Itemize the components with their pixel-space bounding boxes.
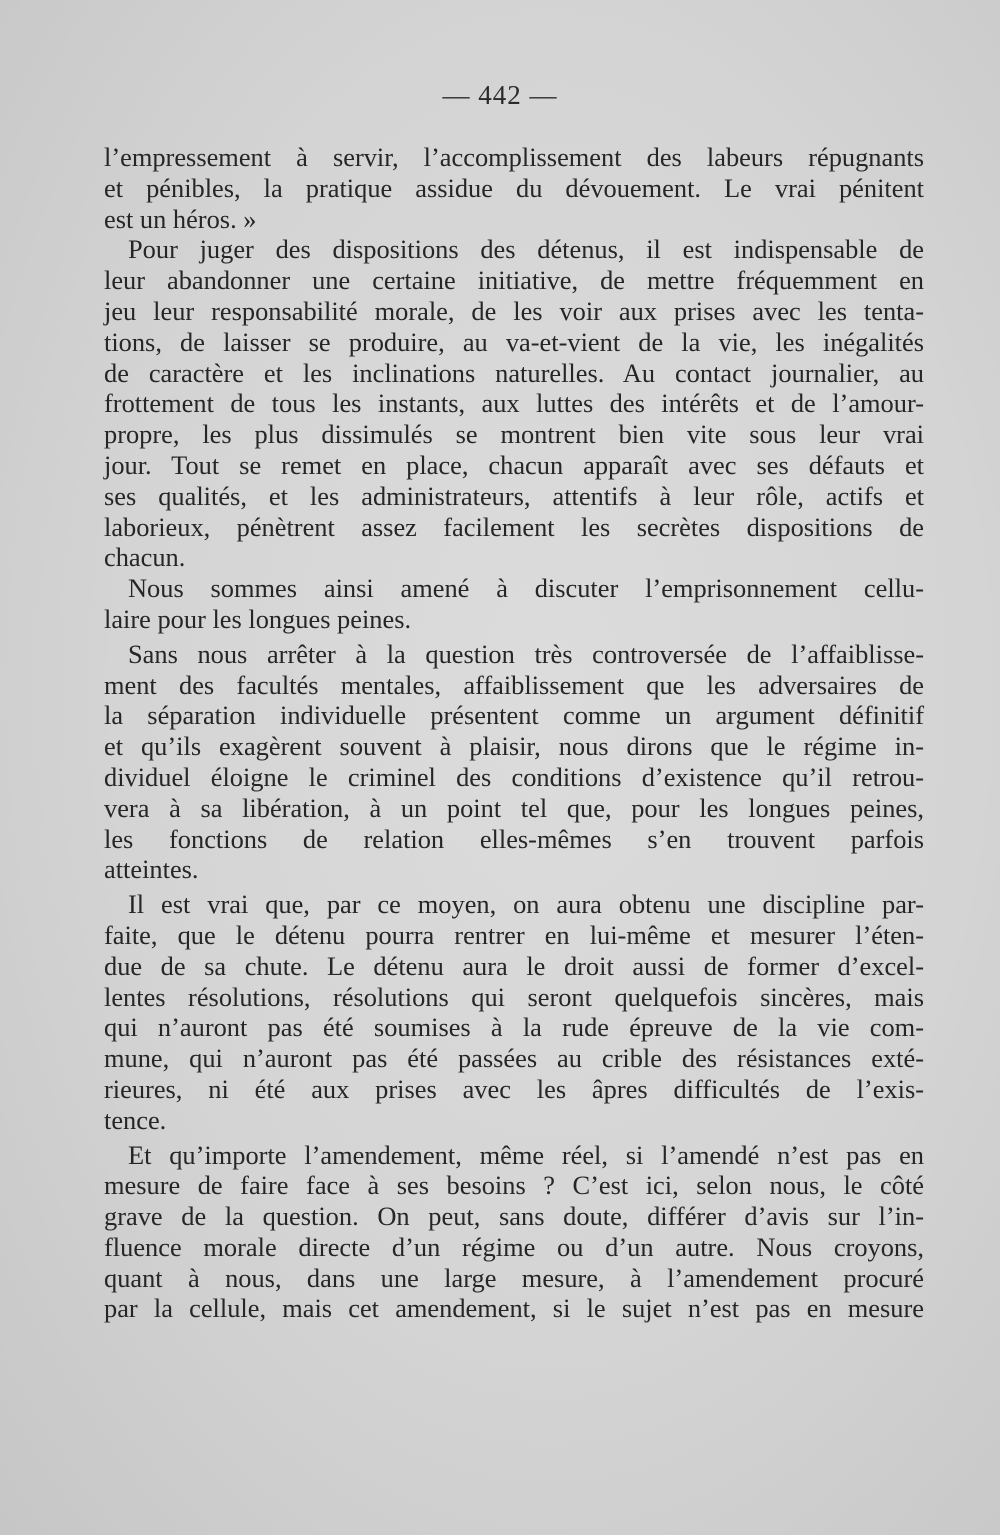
text-line: l’empressement à servir, l’accomplissement des labeurs répugnants — [104, 142, 924, 172]
text-line: Sans nous arrêter à la question très controversée de l’affaiblisse- — [128, 638, 924, 669]
text-line: Il est vrai que, par ce moyen, on aura obtenu une discipline par- — [128, 889, 924, 920]
text-line: par la cellule, mais cet amendement, si le sujet n’est pas en mesure — [104, 1293, 924, 1324]
text-line: vera à sa libération, à un point tel que, pour les longues peines, — [104, 792, 924, 823]
text-line: laborieux, pénètrent assez facilement les secrètes dispositions de — [104, 511, 924, 542]
text-line: Nous sommes ainsi amené à discuter l’emprisonnement cellu- — [128, 573, 924, 604]
text-line: jour. Tout se remet en place, chacun apparaît avec ses défauts et — [104, 449, 924, 480]
text-line: est un héros. » — [104, 203, 257, 234]
text-line: due de sa chute. Le détenu aura le droit aussi de former d’excel- — [104, 950, 924, 981]
text-line: la séparation individuelle présentent comme un argument définitif — [104, 700, 924, 731]
text-line: et qu’ils exagèrent souvent à plaisir, nous dirons que le régime in- — [104, 731, 924, 762]
page-number: — 442 — — [442, 80, 558, 110]
text-line: tions, de laisser se produire, au va-et-vient de la vie, les inégalités — [104, 326, 924, 357]
text-line: rieures, ni été aux prises avec les âpres difficultés de l’exis- — [104, 1073, 924, 1104]
text-line: laire pour les longues peines. — [104, 603, 412, 634]
text-line: frottement de tous les instants, aux luttes des intérêts et de l’amour- — [104, 388, 924, 419]
text-line: tence. — [104, 1104, 167, 1135]
text-line: de caractère et les inclinations naturelles. Au contact journalier, au — [104, 357, 924, 388]
text-line: ment des facultés mentales, affaiblissement que les adversaires de — [104, 669, 924, 700]
text-line: qui n’auront pas été soumises à la rude épreuve de la vie com- — [104, 1012, 924, 1043]
page-text — [104, 142, 924, 1324]
text-line: les fonctions de relation elles-mêmes s’en trouvent parfois — [104, 823, 924, 854]
text-line: mune, qui n’auront pas été passées au crible des résistances exté- — [104, 1043, 924, 1074]
text-line: leur abandonner une certaine initiative, de mettre fréquemment en — [104, 265, 924, 296]
text-line: quant à nous, dans une large mesure, à l’amendement procuré — [104, 1262, 924, 1293]
text-line: mesure de faire face à ses besoins ? C’est ici, selon nous, le côté — [104, 1170, 924, 1201]
text-line: fluence morale directe d’un régime ou d’un autre. Nous croyons, — [104, 1231, 924, 1262]
text-line: atteintes. — [104, 854, 199, 885]
text-line: et pénibles, la pratique assidue du dévouement. Le vrai pénitent — [104, 172, 924, 203]
text-line: Et qu’importe l’amendement, même réel, si l’amendé n’est pas en — [128, 1139, 924, 1170]
text-line: chacun. — [104, 542, 186, 573]
text-line: jeu leur responsabilité morale, de les voir aux prises avec les tenta- — [104, 295, 924, 326]
text-line: Pour juger des dispositions des détenus, il est indispensable de — [128, 234, 924, 265]
text-line: lentes résolutions, résolutions qui seront quelquefois sincères, mais — [104, 981, 924, 1012]
text-line: ses qualités, et les administrateurs, attentifs à leur rôle, actifs et — [104, 480, 924, 511]
text-line: faite, que le détenu pourra rentrer en lui-même et mesurer l’éten- — [104, 919, 924, 950]
text-line: dividuel éloigne le criminel des conditions d’existence qu’il retrou- — [104, 761, 924, 792]
text-line: grave de la question. On peut, sans doute, différer d’avis sur l’in- — [104, 1201, 924, 1232]
text-line: propre, les plus dissimulés se montrent bien vite sous leur vrai — [104, 419, 924, 450]
